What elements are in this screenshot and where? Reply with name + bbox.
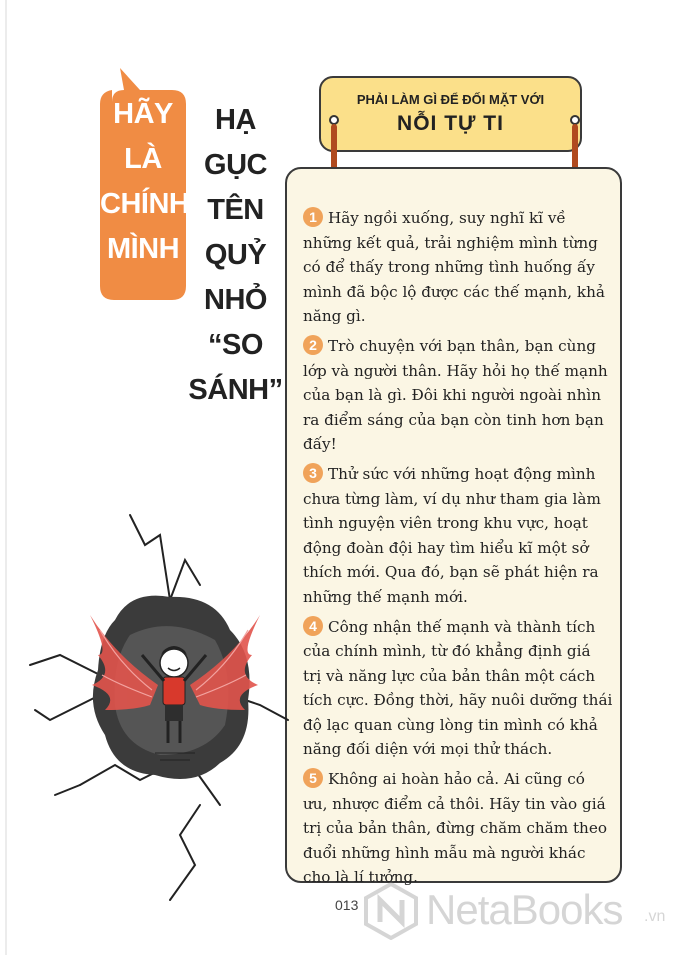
number-badge: 5 <box>303 768 323 788</box>
watermark-suffix: .vn <box>644 908 666 925</box>
title-line: GỤC <box>204 149 267 181</box>
bubble-line: CHÍNH <box>100 188 190 220</box>
tip-item <box>303 767 613 890</box>
tip-text: Công nhận thế mạnh và thành tích của chính mình, từ đó khẳng định giá trị và năng lực của bản thân một cách tích cực. Đồng thời, hãy nuôi dưỡng thái độ lạc quan cùng lòng tin mình có khả năng đối diện với mọi thử thách. <box>303 617 613 759</box>
tip-item <box>303 206 613 329</box>
bubble-title <box>100 92 190 272</box>
tips-list <box>303 206 613 895</box>
watermark <box>362 878 692 948</box>
title-line: QUỶ <box>204 239 267 271</box>
hanging-sign <box>319 76 582 152</box>
number-badge: 2 <box>303 335 323 355</box>
tip-text: Hãy ngồi xuống, suy nghĩ kĩ về những kết quả, trải nghiệm mình từng có để thấy trong những tình huống ấy mình đã bộc lộ được các thế mạnh, khả năng gì. <box>303 209 605 326</box>
netabooks-logo-icon <box>362 882 420 940</box>
tip-item <box>303 334 613 457</box>
tip-item <box>303 462 613 610</box>
bubble-line: MÌNH <box>106 233 180 265</box>
winged-boy-illustration <box>20 505 290 905</box>
title-line: NHỎ <box>204 284 267 316</box>
sign-title: NỖI TỰ TI <box>397 112 504 135</box>
number-badge: 3 <box>303 463 323 483</box>
title-line: HẠ <box>215 104 256 136</box>
number-badge: 1 <box>303 207 323 227</box>
number-badge: 4 <box>303 616 323 636</box>
title-line: TÊN <box>207 194 264 226</box>
title-line: SÁNH” <box>188 374 283 406</box>
bubble-line: HÃY <box>113 98 173 130</box>
bubble-line: LÀ <box>124 143 162 175</box>
title-line: “SO <box>208 329 263 361</box>
tip-text: Thử sức với những hoạt động mình chưa từng làm, ví dụ như tham gia làm tình nguyện viên trong khu vực, hoạt động đoàn đội hay tìm hiểu kĩ một sở thích mới. Qua đó, bạn sẽ phát hiện ra những thế mạnh mới. <box>303 464 601 606</box>
watermark-brand: NetaBooks <box>426 886 623 933</box>
tip-item <box>303 615 613 763</box>
chapter-title <box>188 98 283 413</box>
sign-subtitle: PHẢI LÀM GÌ ĐỂ ĐỐI MẶT VỚI <box>356 92 545 107</box>
tip-text: Không ai hoàn hảo cả. Ai cũng có ưu, nhược điểm cả thôi. Hãy tin vào giá trị của bản thân, đừng chăm chăm theo đuổi những hình mẫu mà người khác cho là lí tưởng. <box>303 770 607 887</box>
tip-text: Trò chuyện với bạn thân, bạn cùng lớp và người thân. Hãy hỏi họ thế mạnh của bạn là gì. Đôi khi người ngoài nhìn ra điểm sáng của bạn còn tinh hơn bạn đấy! <box>303 336 608 454</box>
page-number: 013 <box>335 897 359 913</box>
